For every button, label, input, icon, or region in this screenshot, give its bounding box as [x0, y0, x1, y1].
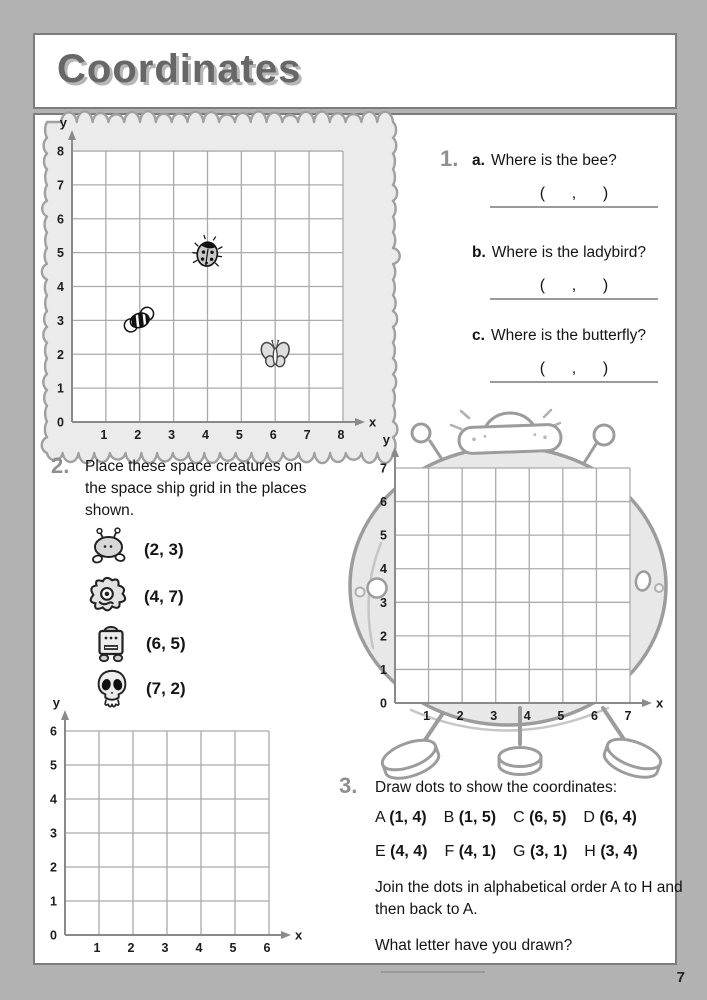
svg-text:3: 3	[168, 428, 176, 442]
spaceship-grid-figure[interactable]	[333, 408, 673, 788]
svg-text:0: 0	[50, 928, 57, 943]
creature-row-skull	[91, 666, 186, 712]
robot-icon	[89, 622, 133, 666]
svg-text:4: 4	[380, 562, 387, 577]
svg-text:4: 4	[523, 709, 531, 723]
svg-text:3: 3	[57, 313, 64, 328]
point-coords: (4, 4)	[390, 843, 428, 860]
svg-text:5: 5	[50, 758, 57, 773]
svg-text:1: 1	[50, 894, 57, 909]
svg-text:7: 7	[624, 709, 632, 723]
svg-text:x: x	[655, 695, 664, 711]
svg-text:3: 3	[380, 595, 387, 610]
svg-text:5: 5	[557, 709, 565, 723]
svg-text:1: 1	[380, 662, 387, 677]
svg-text:2: 2	[380, 629, 387, 644]
creature-row-robot	[89, 621, 186, 667]
point-label: E	[375, 843, 386, 860]
svg-text:8: 8	[337, 428, 345, 442]
point-coords: (1, 5)	[458, 809, 497, 826]
svg-text:6: 6	[263, 941, 271, 955]
point-coords: (4, 1)	[458, 843, 497, 860]
point-coords: (3, 1)	[529, 843, 568, 860]
page-title: Coordinates	[57, 47, 302, 91]
svg-text:6: 6	[269, 428, 277, 442]
svg-text:5: 5	[235, 428, 243, 442]
q1a-label: a.	[472, 152, 485, 169]
q3-number: 3.	[339, 773, 358, 798]
point-label: G	[513, 843, 526, 860]
creature-row-alien	[87, 527, 184, 573]
point-label: H	[584, 843, 596, 860]
svg-text:7: 7	[303, 428, 311, 442]
svg-text:5: 5	[229, 941, 237, 955]
svg-text:2: 2	[134, 428, 142, 442]
alien-skull-icon	[91, 667, 133, 711]
alien-blob-icon	[85, 574, 131, 620]
svg-text:4: 4	[50, 792, 57, 807]
svg-text:6: 6	[380, 495, 387, 510]
svg-text:6: 6	[57, 212, 64, 227]
ship-foot-right	[601, 733, 665, 783]
svg-text:1: 1	[100, 428, 108, 442]
alien-antenna-icon	[87, 528, 131, 572]
q1-part-a	[472, 150, 672, 208]
svg-text:3: 3	[50, 826, 57, 841]
alien-coords: (2, 3)	[144, 540, 184, 559]
q1c-answer-blank[interactable]: ( , )	[490, 360, 658, 383]
svg-text:7: 7	[57, 178, 64, 193]
ship-foot-center	[499, 748, 541, 775]
q1a-question: Where is the bee?	[490, 152, 617, 169]
svg-text:3: 3	[490, 709, 498, 723]
insect-grid	[57, 115, 377, 442]
svg-text:0: 0	[380, 696, 387, 711]
svg-text:0: 0	[57, 415, 64, 430]
page-number: 7	[676, 969, 685, 986]
q1b-question: Where is the ladybird?	[491, 244, 646, 261]
q3-points-row2	[375, 843, 638, 861]
svg-text:4: 4	[202, 428, 209, 442]
worksheet-content	[33, 113, 683, 965]
svg-text:4: 4	[195, 941, 203, 955]
q1-part-c	[472, 325, 672, 383]
svg-text:2: 2	[127, 941, 135, 955]
svg-text:8: 8	[57, 144, 64, 159]
creature-row-blob	[85, 574, 184, 620]
q1b-label: b.	[472, 244, 486, 261]
svg-text:y: y	[59, 115, 67, 131]
svg-text:6: 6	[50, 724, 57, 739]
q3-answer-blank[interactable]	[381, 957, 485, 973]
spaceship-grid[interactable]	[380, 432, 664, 723]
svg-text:2: 2	[50, 860, 57, 875]
svg-text:1: 1	[93, 941, 101, 955]
q3-final-question: What letter have you drawn?	[375, 935, 675, 980]
svg-text:5: 5	[57, 246, 64, 261]
q2-instruction: Place these space creatures on the space ship grid in the places shown.	[85, 458, 307, 519]
svg-text:x: x	[368, 414, 377, 430]
q1c-question: Where is the butterfly?	[490, 327, 647, 344]
svg-text:5: 5	[380, 528, 387, 543]
svg-text:3: 3	[161, 941, 169, 955]
point-coords: (6, 4)	[599, 809, 637, 826]
point-label: C	[513, 809, 525, 826]
q1c-label: c.	[472, 327, 485, 344]
blob-coords: (4, 7)	[144, 587, 184, 606]
svg-text:7: 7	[380, 461, 387, 476]
q1a-answer-blank[interactable]: ( , )	[490, 185, 658, 208]
q3-points-row1	[375, 809, 637, 827]
q1-part-b	[472, 242, 672, 300]
title-banner	[33, 33, 677, 109]
point-label: A	[375, 809, 385, 826]
q3-join-instruction: Join the dots in alphabetical order A to H and then back to A.	[375, 879, 683, 918]
answer-grid-figure[interactable]	[45, 695, 325, 967]
q2-number: 2.	[51, 453, 70, 478]
answer-grid[interactable]	[50, 695, 303, 955]
svg-text:2: 2	[57, 347, 64, 362]
skull-coords: (7, 2)	[146, 679, 186, 698]
q3-instruction: Draw dots to show the coordinates:	[375, 779, 618, 796]
point-label: D	[583, 809, 595, 826]
point-label: F	[444, 843, 455, 860]
q1-number: 1.	[440, 146, 459, 171]
svg-text:1: 1	[57, 381, 64, 396]
svg-text:2: 2	[456, 709, 464, 723]
point-coords: (1, 4)	[389, 809, 427, 826]
point-coords: (6, 5)	[529, 809, 567, 826]
svg-text:6: 6	[590, 709, 598, 723]
robot-coords: (6, 5)	[146, 634, 186, 653]
svg-text:4: 4	[57, 280, 64, 295]
q1b-answer-blank[interactable]: ( , )	[490, 277, 658, 300]
svg-text:1: 1	[423, 709, 431, 723]
point-label: B	[443, 809, 455, 826]
point-coords: (3, 4)	[600, 843, 638, 860]
svg-text:x: x	[295, 927, 303, 943]
svg-text:y: y	[382, 432, 390, 448]
svg-text:y: y	[52, 695, 60, 710]
